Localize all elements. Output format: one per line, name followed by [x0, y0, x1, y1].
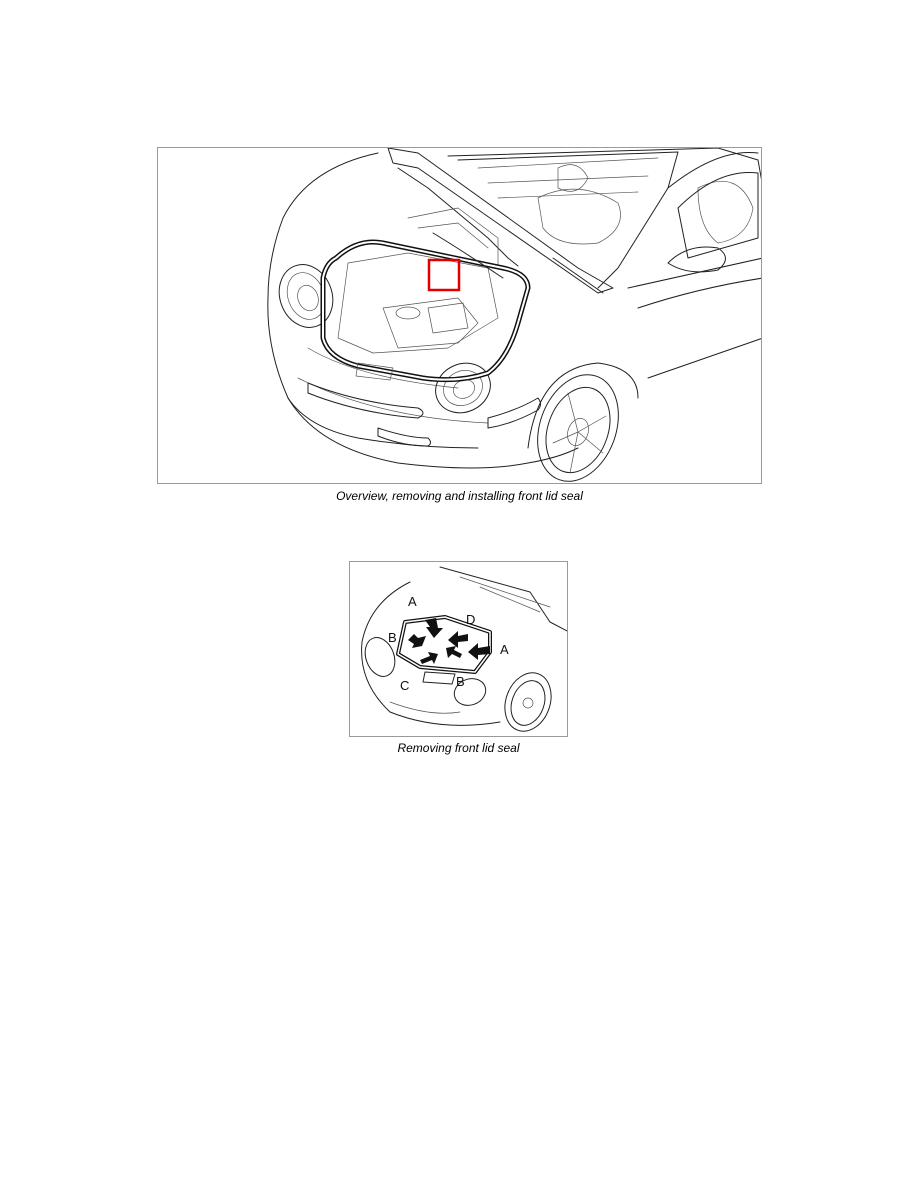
overview-caption: Overview, removing and installing front lid seal: [336, 489, 583, 503]
overview-illustration: [157, 147, 762, 484]
removal-caption: Removing front lid seal: [397, 741, 520, 755]
label-a: A: [408, 594, 417, 609]
label-d: D: [466, 612, 476, 627]
label-a-right: A: [500, 642, 509, 657]
removal-illustration: [349, 561, 568, 737]
removal-drawing: [350, 562, 568, 737]
seal-detail-highlight: [429, 260, 459, 290]
label-b-lower: B: [456, 674, 465, 689]
car-front-lid-drawing: [158, 148, 762, 484]
removal-arrows: [408, 618, 490, 664]
label-c: C: [400, 678, 410, 693]
label-b: B: [388, 630, 397, 645]
